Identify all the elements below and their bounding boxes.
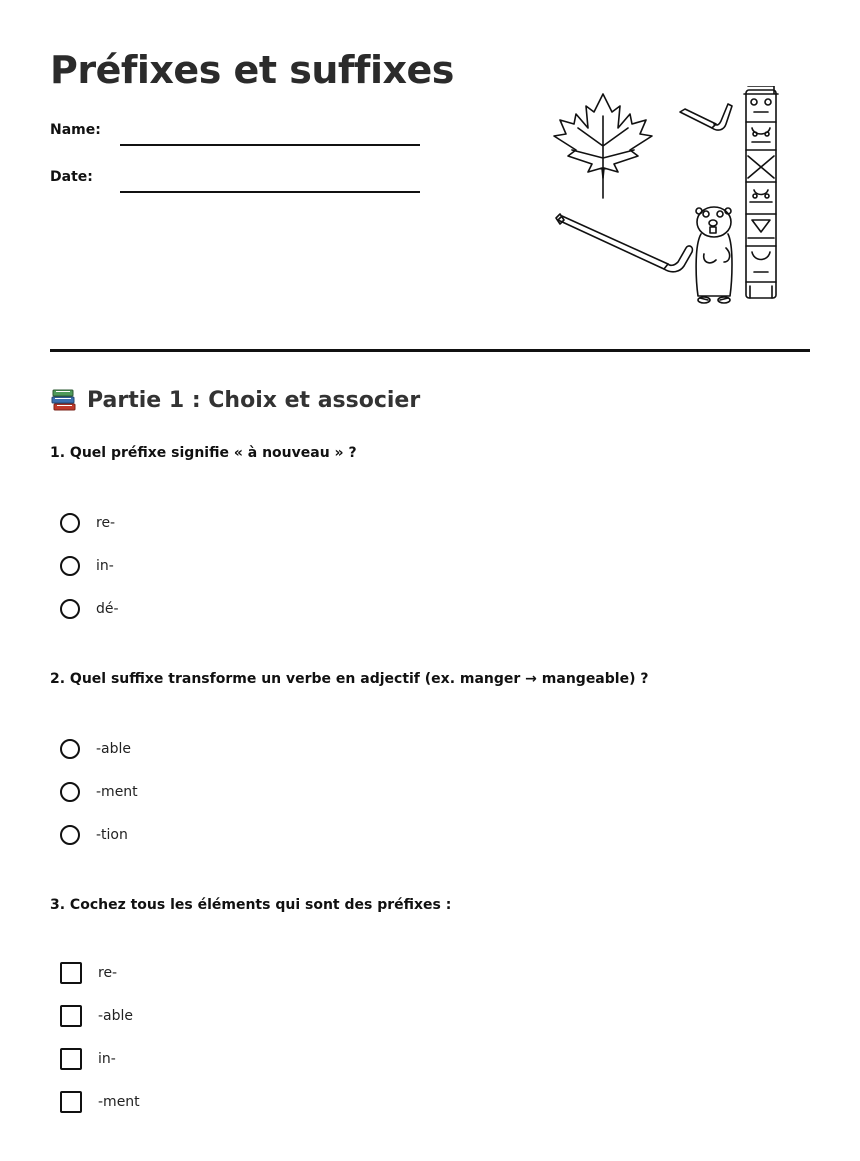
- q2-option-1[interactable]: [60, 736, 131, 762]
- option-label: -ment: [98, 1094, 140, 1110]
- q1-option-1[interactable]: [60, 510, 115, 536]
- option-label: dé-: [96, 601, 119, 617]
- radio-button[interactable]: [60, 825, 80, 845]
- radio-button[interactable]: [60, 599, 80, 619]
- name-field[interactable]: [120, 143, 420, 146]
- option-label: in-: [96, 558, 114, 574]
- checkbox[interactable]: [60, 962, 82, 984]
- radio-button[interactable]: [60, 739, 80, 759]
- section-heading-text: Partie 1 : Choix et associer: [87, 387, 421, 413]
- q2-option-2[interactable]: [60, 779, 138, 805]
- date-label: Date:: [50, 169, 93, 185]
- illustration-group: [548, 86, 784, 308]
- q3-option-3[interactable]: [60, 1046, 116, 1072]
- hockey-stick-large-icon: [556, 214, 692, 272]
- books-icon: [50, 386, 78, 414]
- option-label: re-: [96, 515, 116, 531]
- q1-option-2[interactable]: [60, 553, 114, 579]
- q1-option-3[interactable]: [60, 596, 119, 622]
- option-label: -ment: [96, 784, 138, 800]
- option-label: -able: [96, 741, 132, 757]
- checkbox[interactable]: [60, 1091, 82, 1113]
- totem-pole-icon: [744, 86, 778, 298]
- option-label: -able: [98, 1008, 134, 1024]
- radio-button[interactable]: [60, 513, 80, 533]
- question-1: 1. Quel préfixe signifie « à nouveau » ?: [50, 445, 357, 461]
- radio-button[interactable]: [60, 782, 80, 802]
- question-3: 3. Cochez tous les éléments qui sont des préfixes :: [50, 897, 452, 913]
- q3-option-4[interactable]: [60, 1089, 140, 1115]
- beaver-icon: [696, 207, 732, 303]
- header-divider: [50, 349, 810, 352]
- date-field[interactable]: [120, 190, 420, 193]
- q2-option-3[interactable]: [60, 822, 128, 848]
- hockey-stick-icon: [680, 104, 732, 130]
- question-2: 2. Quel suffixe transforme un verbe en adjectif (ex. manger → mangeable) ?: [50, 671, 649, 687]
- section-heading: [50, 386, 420, 414]
- checkbox[interactable]: [60, 1005, 82, 1027]
- name-label: Name:: [50, 122, 101, 138]
- option-label: in-: [98, 1051, 116, 1067]
- checkbox[interactable]: [60, 1048, 82, 1070]
- q3-option-2[interactable]: [60, 1003, 133, 1029]
- option-label: re-: [98, 965, 118, 981]
- page-title: Préfixes et suffixes: [50, 48, 454, 92]
- q3-option-1[interactable]: [60, 960, 117, 986]
- option-label: -tion: [96, 827, 128, 843]
- radio-button[interactable]: [60, 556, 80, 576]
- maple-leaf-icon: [554, 94, 652, 198]
